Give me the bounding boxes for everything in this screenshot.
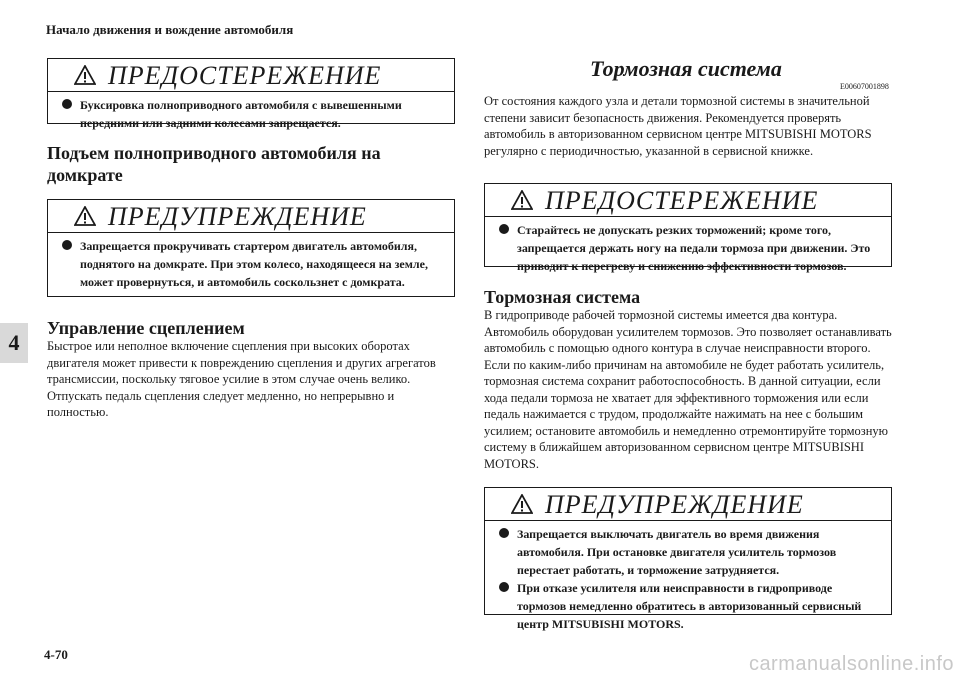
section-title-brake-system: Тормозная система — [484, 287, 641, 307]
doc-code: E00607001898 — [840, 82, 889, 91]
paragraph: Отпускать педаль сцепления следует медленно, но непрерывно и полностью. — [47, 388, 395, 419]
chapter-tab: 4 — [0, 323, 28, 363]
section-clutch-text — [47, 338, 457, 421]
warning-triangle-icon — [511, 190, 533, 210]
caution-item-text: Буксировка полноприводного автомобиля с вывешенными передними или задними колесами запрещается. — [80, 98, 402, 130]
main-title-brakes: Тормозная система — [590, 56, 782, 81]
warning-body — [48, 233, 454, 297]
warning-item — [517, 525, 883, 579]
page-header: Начало движения и вождение автомобиля — [46, 22, 294, 37]
paragraph: Быстрое или неполное включение сцепления при высоких оборотах двигателя может привести к повреждению сцепления и других агрегатов трансмиссии, поскольку тяговое усилие в этом случае очень велико. — [47, 339, 436, 386]
page-number: 4-70 — [44, 647, 68, 662]
brakes-intro: От состояния каждого узла и детали тормозной системы в значительной степени зависит безопасность движения. Рекомендуется проверять автомобиль в авторизованном сервисном центре MITSUBISHI MOTORS регулярно с периодичностью, указанной в сервисной книжке. — [484, 94, 872, 158]
caution-title: ПРЕДОСТЕРЕЖЕНИЕ — [545, 186, 819, 215]
warning-item-text: Запрещается прокручивать стартером двигатель автомобиля, поднятого на домкрате. При этом колесо, находящееся на земле, может провернуться, и автомобиль соскользнет с домкрата. — [80, 239, 428, 289]
warning-title: ПРЕДУПРЕЖДЕНИЕ — [108, 202, 367, 231]
bullet-icon — [499, 528, 509, 538]
warning-box-header — [48, 200, 454, 233]
watermark: carmanualsonline.info — [748, 653, 954, 675]
caution-body — [48, 92, 454, 138]
caution-box-towing — [47, 58, 455, 130]
caution-box-header — [48, 59, 454, 92]
section-title-clutch: Управление сцеплением — [47, 318, 245, 338]
bullet-icon — [62, 99, 72, 109]
section-title-jacking: Подъем полноприводного автомобиля на домкрате — [47, 143, 381, 185]
caution-body — [485, 217, 891, 281]
bullet-icon — [62, 240, 72, 250]
warning-item — [80, 237, 446, 291]
caution-box-brakes — [484, 183, 892, 273]
warning-triangle-icon — [74, 206, 96, 226]
caution-title: ПРЕДОСТЕРЕЖЕНИЕ — [108, 61, 382, 90]
caution-item — [517, 221, 883, 275]
bullet-icon — [499, 224, 509, 234]
warning-triangle-icon — [74, 65, 96, 85]
warning-box-booster — [484, 487, 892, 631]
warning-item-text: При отказе усилителя или неисправности в гидроприводе тормозов немедленно обратитесь в авторизованный сервисный центр MITSUBISHI MOTORS. — [517, 581, 862, 631]
caution-item-text: Старайтесь не допускать резких торможений; кроме того, запрещается держать ногу на педали тормоза при движении. Это приводит к перегреву и снижению эффективности тормозов. — [517, 223, 871, 273]
caution-item — [80, 96, 446, 132]
brake-system-text: В гидроприводе рабочей тормозной системы имеется два контура. Автомобиль оборудован усилителем тормозов. Это позволяет останавливать автомобиль с помощью одного контура в случае неисправности второго. Если по каким-либо причинам на автомобиле не будет работать усилитель, тормозная система сохранит работоспособность. В данной ситуации, если хода педали тормоза не хватает для эффективного торможения или если педаль нажимается с трудом, продолжайте нажимать на нее с большим усилием; остановите автомобиль и немедленно отремонтируйте тормозную систему в ближайшем авторизованном сервисном центре MITSUBISHI MOTORS. — [484, 308, 892, 471]
bullet-icon — [499, 582, 509, 592]
warning-body — [485, 521, 891, 639]
warning-item — [517, 579, 883, 633]
warning-triangle-icon — [511, 494, 533, 514]
warning-item-text: Запрещается выключать двигатель во время движения автомобиля. При остановке двигателя усилитель тормозов перестает работать, и торможение затрудняется. — [517, 527, 837, 577]
warning-box-jacking — [47, 199, 455, 297]
warning-box-header — [485, 488, 891, 521]
caution-box-header — [485, 184, 891, 217]
warning-title: ПРЕДУПРЕЖДЕНИЕ — [545, 490, 804, 519]
